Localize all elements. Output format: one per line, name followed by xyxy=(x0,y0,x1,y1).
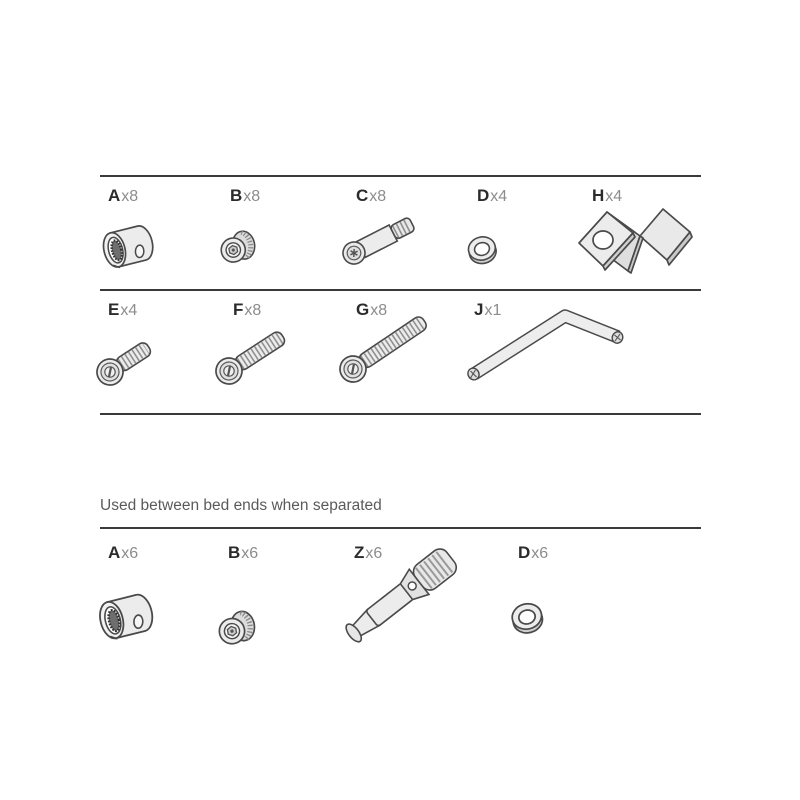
part-count: x1 xyxy=(484,302,502,319)
short-screw-icon xyxy=(94,332,160,390)
z-bracket-icon xyxy=(576,196,694,290)
part-count: x6 xyxy=(365,545,383,562)
cam-bolt-icon xyxy=(340,206,428,270)
part-letter: A xyxy=(108,543,121,562)
part-letter: H xyxy=(592,186,605,205)
divider-line xyxy=(100,413,701,415)
part-label-d6 xyxy=(518,544,548,562)
part-label-b6 xyxy=(228,544,258,562)
part-count: x4 xyxy=(490,188,508,205)
part-count: x8 xyxy=(370,302,388,319)
part-count: x6 xyxy=(531,545,549,562)
part-letter: A xyxy=(108,186,121,205)
cam-lock-icon xyxy=(92,584,160,648)
part-letter: G xyxy=(356,300,370,319)
part-letter: B xyxy=(228,543,241,562)
part-letter: C xyxy=(356,186,369,205)
part-letter: B xyxy=(230,186,243,205)
part-letter: F xyxy=(233,300,244,319)
part-label-a8 xyxy=(108,187,138,205)
part-count: x6 xyxy=(241,545,259,562)
barrel-nut-icon xyxy=(220,228,258,268)
part-letter: D xyxy=(518,543,531,562)
connector-bolt-icon xyxy=(330,536,472,656)
part-count: x4 xyxy=(605,188,623,205)
part-count: x8 xyxy=(369,188,387,205)
part-letter: E xyxy=(108,300,120,319)
part-label-e4 xyxy=(108,301,137,319)
part-label-c8 xyxy=(356,187,386,205)
washer-icon xyxy=(506,594,548,640)
part-count: x6 xyxy=(121,545,139,562)
cam-lock-icon xyxy=(96,216,160,276)
part-count: x8 xyxy=(243,188,261,205)
washer-icon xyxy=(463,228,501,270)
divider-line xyxy=(100,175,701,177)
part-label-a6 xyxy=(108,544,138,562)
part-letter: J xyxy=(474,300,484,319)
separated-section-caption: Used between bed ends when separated xyxy=(100,497,382,514)
part-count: x4 xyxy=(120,302,138,319)
part-label-d4 xyxy=(477,187,507,205)
part-letter: Z xyxy=(354,543,365,562)
part-label-f8 xyxy=(233,301,261,319)
part-count: x8 xyxy=(244,302,262,319)
long-screw-icon xyxy=(336,312,444,390)
divider-line xyxy=(100,527,701,529)
allen-key-icon xyxy=(460,302,630,386)
part-count: x8 xyxy=(121,188,139,205)
barrel-nut-icon xyxy=(218,608,258,650)
part-label-b8 xyxy=(230,187,260,205)
medium-screw-icon xyxy=(212,322,294,390)
part-letter: D xyxy=(477,186,490,205)
